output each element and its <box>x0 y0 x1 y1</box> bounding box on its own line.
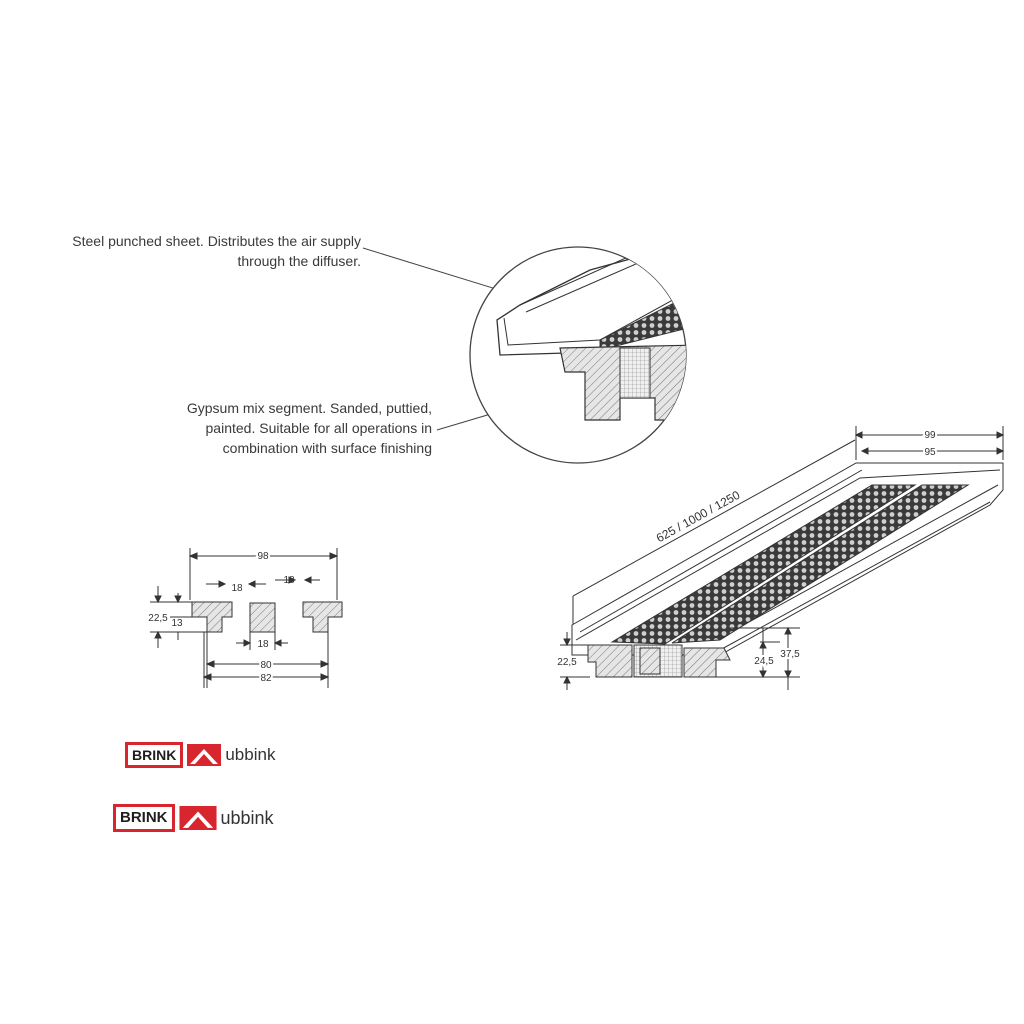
dim-iso-height-mid: 24,5 <box>754 656 774 667</box>
dim-iso-width-inner: 95 <box>924 447 936 458</box>
dim-iso-lengths: 625 / 1000 / 1250 <box>653 487 743 546</box>
brink-wordmark: BRINK <box>125 742 183 768</box>
callout-gypsum-line-1: Gypsum mix segment. Sanded, puttied, <box>186 400 432 416</box>
detail-magnifier <box>470 225 700 463</box>
callout-steel-line-2: through the diffuser. <box>237 253 361 269</box>
dim-iso-height-left: 22,5 <box>557 657 577 668</box>
ubbink-roof-icon <box>187 744 221 766</box>
callout-steel-line-1: Steel punched sheet. Distributes the air supply <box>72 233 361 249</box>
ubbink-wordmark: ubbink <box>225 745 276 764</box>
callout-gypsum-line-3: combination with surface finishing <box>222 440 432 456</box>
brink-wordmark-2: BRINK <box>113 804 175 832</box>
dim-gap-right: 18 <box>283 575 295 586</box>
brink-ubbink-logo <box>113 804 274 832</box>
dim-outer-width: 82 <box>260 673 272 684</box>
dim-iso-width-outer: 99 <box>924 430 936 441</box>
dim-iso-height-right: 37,5 <box>780 649 800 660</box>
dim-inner-width: 80 <box>260 660 272 671</box>
dim-height-inner: 13 <box>171 618 183 629</box>
dim-overall-top: 98 <box>257 551 269 562</box>
dim-middle-width: 18 <box>257 639 269 650</box>
ubbink-roof-icon-2 <box>179 806 217 830</box>
ubbink-wordmark-2: ubbink <box>220 807 274 828</box>
brink-ubbink-logo-large <box>125 742 275 768</box>
callout-gypsum-line-2: painted. Suitable for all operations in <box>205 420 432 436</box>
dim-height-outer: 22,5 <box>148 613 168 624</box>
dim-gap-left: 18 <box>231 583 243 594</box>
